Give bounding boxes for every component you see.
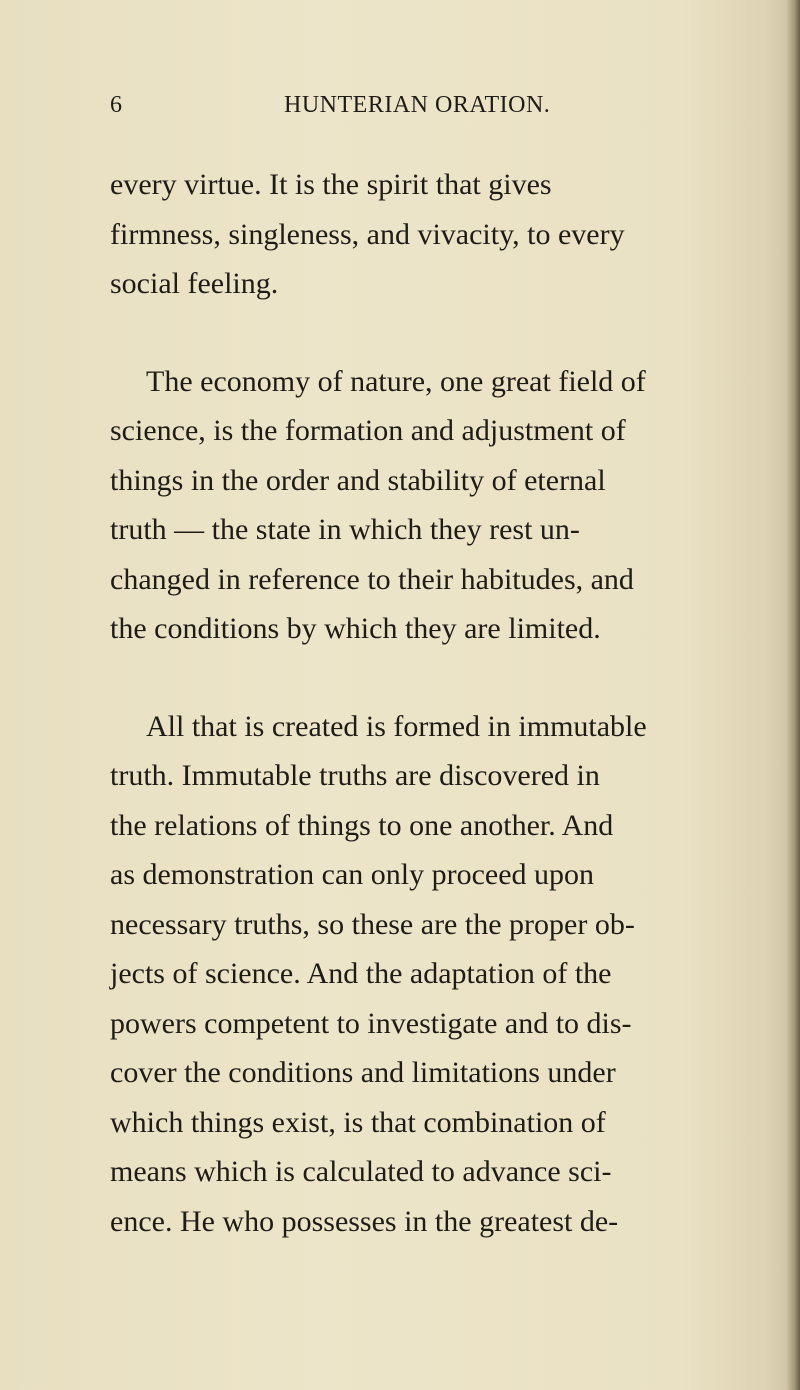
paragraph-gap (110, 309, 750, 357)
running-head: HUNTERIAN ORATION. (284, 92, 551, 118)
text-line: changed in reference to their habitudes, and (110, 562, 634, 596)
text-line: things in the order and stability of eternal (110, 463, 606, 497)
text-line: every virtue. It is the spirit that gives (110, 168, 552, 201)
text-line: which things exist, is that combination of (110, 1105, 606, 1139)
text-line: social feeling. (110, 267, 279, 300)
text-line: cover the conditions and limitations under (110, 1056, 616, 1089)
paragraph-2 (110, 357, 750, 654)
text-line: the conditions by which they are limited. (110, 612, 601, 645)
text-line: truth. Immutable truths are discovered in (110, 759, 600, 792)
page-header (110, 92, 750, 132)
text-line: The economy of nature, one great field of (146, 364, 646, 398)
text-line: science, is the formation and adjustment of (110, 414, 626, 447)
text-line: necessary truths, so these are the proper ob- (110, 907, 635, 941)
text-line: truth — the state in which they rest un- (110, 513, 580, 546)
text-line: firmness, singleness, and vivacity, to every (110, 217, 625, 251)
text-line: jects of science. And the adaptation of the (110, 957, 612, 990)
text-line: the relations of things to one another. And (110, 808, 614, 842)
body-text (110, 160, 750, 1246)
paragraph-3 (110, 702, 750, 1247)
text-line: as demonstration can only proceed upon (110, 858, 595, 891)
page-edge-shadow (786, 0, 800, 1390)
page-number: 6 (110, 92, 123, 118)
text-line: All that is created is formed in immutable (146, 709, 647, 743)
text-line: powers competent to investigate and to dis- (110, 1006, 632, 1040)
text-line: ence. He who possesses in the greatest de- (110, 1204, 619, 1238)
paragraph-1 (110, 160, 750, 309)
paragraph-gap (110, 654, 750, 702)
text-line: means which is calculated to advance sci- (110, 1155, 612, 1188)
